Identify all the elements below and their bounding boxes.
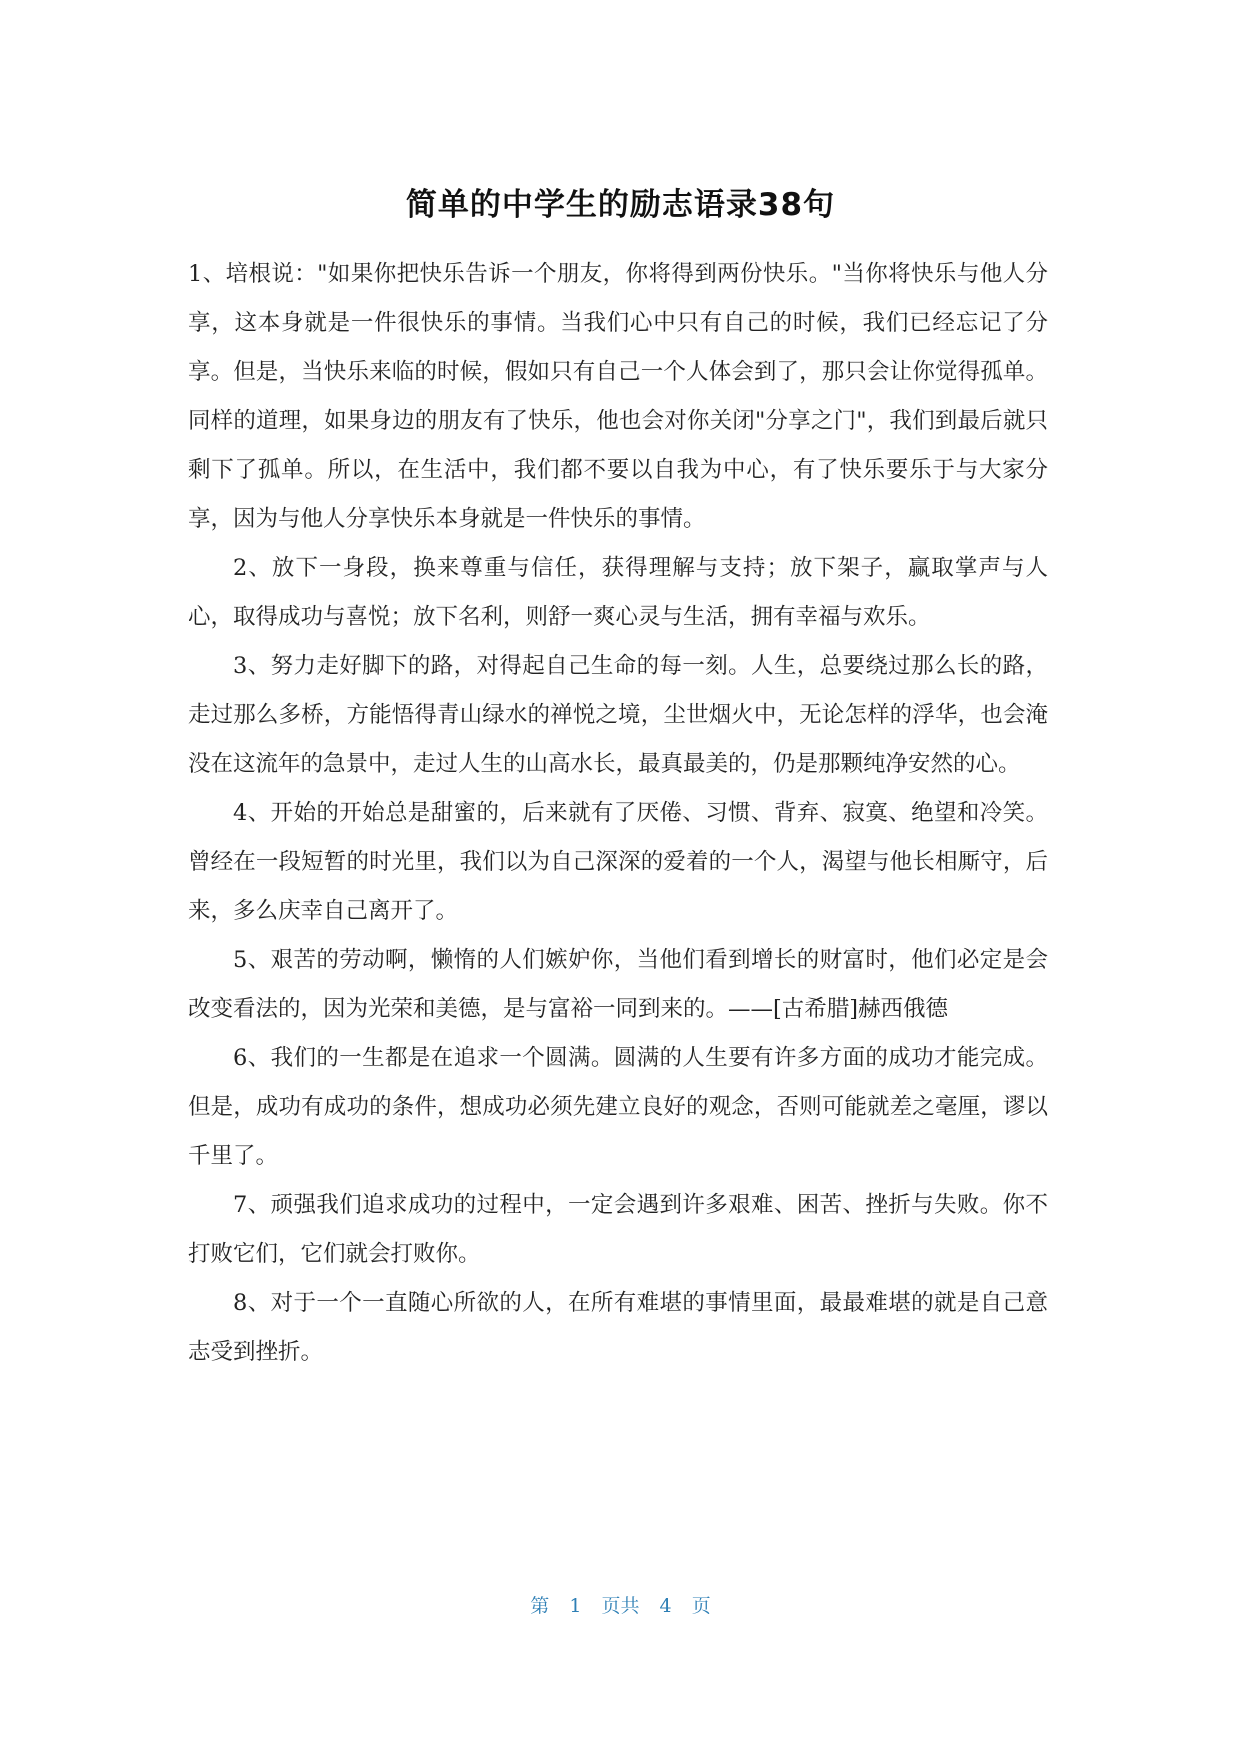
footer-total-pages: 4: [659, 1595, 672, 1617]
footer-suffix: 页: [691, 1595, 711, 1617]
paragraph-6: 6、我们的一生都是在追求一个圆满。圆满的人生要有许多方面的成功才能完成。但是，成功有成功的条件，想成功必须先建立良好的观念，否则可能就差之毫厘，谬以千里了。: [188, 1045, 1048, 1169]
paragraph-7: 7、顽强我们追求成功的过程中，一定会遇到许多艰难、困苦、挫折与失败。你不打败它们，它们就会打败你。: [188, 1192, 1048, 1267]
paragraph-3: 3、努力走好脚下的路，对得起自己生命的每一刻。人生，总要绕过那么长的路，走过那么多桥，方能悟得青山绿水的禅悦之境，尘世烟火中，无论怎样的浮华，也会淹没在这流年的急景中，走过人生的山高水长，最真最美的，仍是那颗纯净安然的心。: [188, 653, 1048, 777]
page-footer: [0, 1592, 1241, 1620]
document-body: [188, 250, 1048, 1377]
paragraph-2: 2、放下一身段，换来尊重与信任，获得理解与支持；放下架子，赢取掌声与人心，取得成功与喜悦；放下名利，则舒一爽心灵与生活，拥有幸福与欢乐。: [188, 555, 1048, 630]
footer-prefix: 第: [530, 1595, 550, 1617]
document-title: 简单的中学生的励志语录38句: [405, 187, 836, 223]
paragraph-4: 4、开始的开始总是甜蜜的，后来就有了厌倦、习惯、背弃、寂寞、绝望和冷笑。曾经在一段短暂的时光里，我们以为自己深深的爱着的一个人，渴望与他长相厮守，后来，多么庆幸自己离开了。: [188, 800, 1048, 924]
footer-middle: 页共: [601, 1595, 640, 1617]
paragraph-5: 5、艰苦的劳动啊，懒惰的人们嫉妒你，当他们看到增长的财富时，他们必定是会改变看法的，因为光荣和美德，是与富裕一同到来的。——[古希腊]赫西俄德: [188, 947, 1048, 1022]
footer-current-page: 1: [569, 1595, 582, 1617]
paragraph-1: 1、培根说："如果你把快乐告诉一个朋友，你将得到两份快乐。"当你将快乐与他人分享，这本身就是一件很快乐的事情。当我们心中只有自己的时候，我们已经忘记了分享。但是，当快乐来临的时候，假如只有自己一个人体会到了，那只会让你觉得孤单。同样的道理，如果身边的朋友有了快乐，他也会对你关闭"分享之门"，我们到最后就只剩下了孤单。所以，在生活中，我们都不要以自我为中心，有了快乐要乐于与大家分享，因为与他人分享快乐本身就是一件快乐的事情。: [188, 261, 1048, 532]
paragraph-8: 8、对于一个一直随心所欲的人，在所有难堪的事情里面，最最难堪的就是自己意志受到挫折。: [188, 1290, 1048, 1365]
